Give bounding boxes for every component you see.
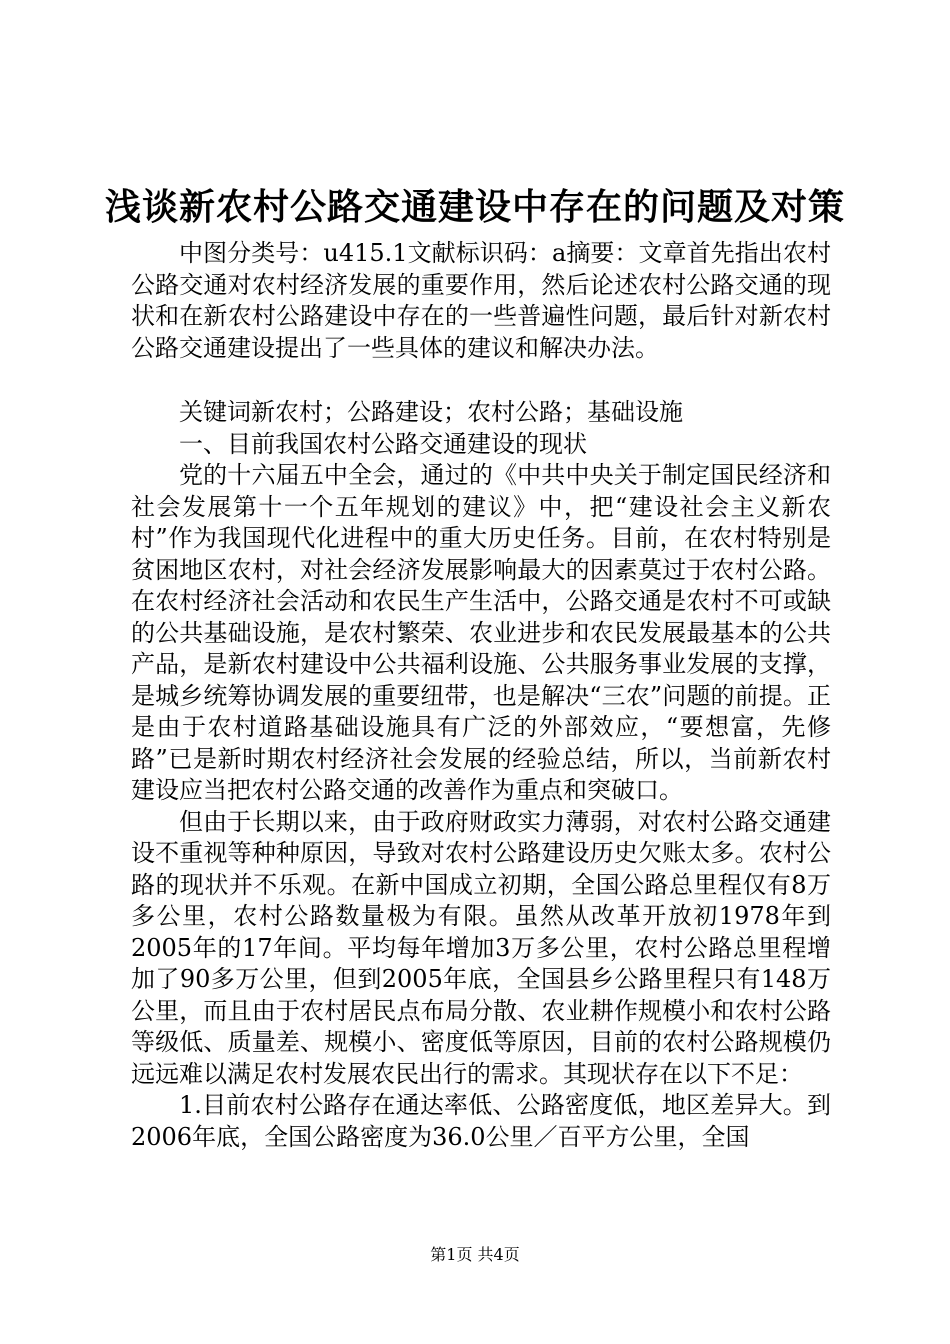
page-footer: 第1页 共4页 bbox=[430, 1245, 520, 1264]
document-title: 浅谈新农村公路交通建设中存在的问题及对策 bbox=[104, 186, 845, 228]
abstract-paragraph: 中图分类号：u415.1文献标识码：a摘要：文章首先指出农村公路交通对农村经济发展的重要作用，然后论述农村公路交通的现状和在新农村公路建设中存在的一些普遍性问题，最后针对新农村公路交通建设提出了一些具体的建议和解决办法。 bbox=[131, 239, 831, 362]
body-paragraph-2: 但由于长期以来，由于政府财政实力薄弱，对农村公路交通建设不重视等种种原因，导致对农村公路建设历史欠账太多。农村公路的现状并不乐观。在新中国成立初期，全国公路总里程仅有8万多公里，农村公路数量极为有限。虽然从改革开放初1978年到2005年的17年间。平均每年增加3万多公里，农村公路总里程增加了90多万公里，但到2005年底，全国县乡公路里程只有148万公里，而且由于农村居民点布局分散、农业耕作规模小和农村公路等级低、质量差、规模小、密度低等原因，目前的农村公路规模仍远远难以满足农村发展农民出行的需求。其现状存在以下不足： bbox=[131, 807, 831, 1088]
document-body bbox=[131, 238, 831, 1153]
body-paragraph-1: 党的十六届五中全会，通过的《中共中央关于制定国民经济和社会发展第十一个五年规划的建议》中，把“建设社会主义新农村”作为我国现代化进程中的重大历史任务。目前，在农村特别是贫困地区农村，对社会经济发展影响最大的因素莫过于农村公路。在农村经济社会活动和农民生产生活中，公路交通是农村不可或缺的公共基础设施，是农村繁荣、农业进步和农民发展最基本的公共产品，是新农村建设中公共福利设施、公共服务事业发展的支撑，是城乡统筹协调发展的重要纽带，也是解决“三农”问题的前提。正是由于农村道路基础设施具有广泛的外部效应，“要想富，先修路”已是新时期农村经济社会发展的经验总结，所以，当前新农村建设应当把农村公路交通的改善作为重点和突破口。 bbox=[131, 461, 831, 804]
paragraph-spacer bbox=[131, 364, 831, 397]
body-paragraph-3: 1.目前农村公路存在通达率低、公路密度低，地区差异大。到2006年底，全国公路密度为36.0公里／百平方公里，全国 bbox=[131, 1091, 831, 1151]
keywords-line: 关键词新农村；公路建设；农村公路；基础设施 bbox=[179, 398, 683, 426]
section-heading: 一、目前我国农村公路交通建设的现状 bbox=[179, 429, 587, 458]
